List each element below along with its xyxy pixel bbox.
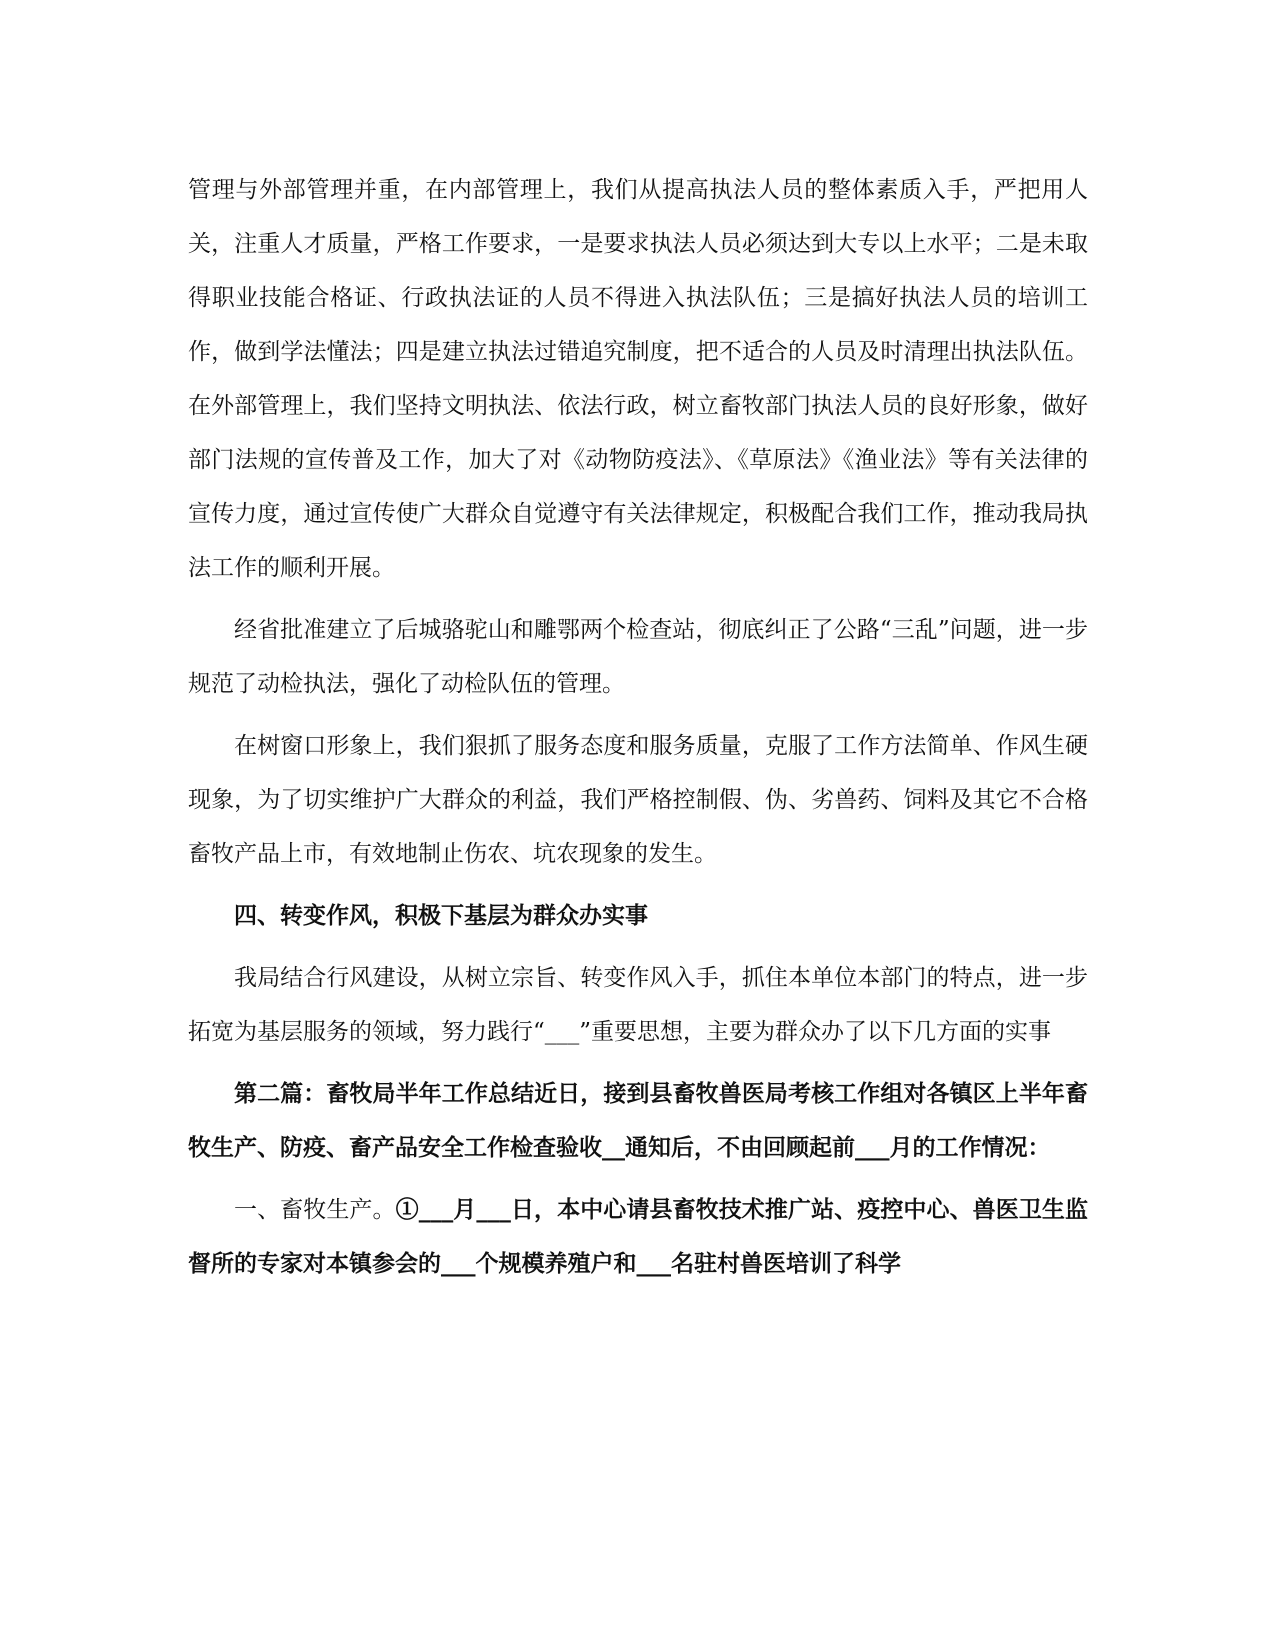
document-body xyxy=(188,163,1088,1291)
paragraph-practical-work: 我局结合行风建设，从树立宗旨、转变作风入手，抓住本单位本部门的特点，进一步拓宽为基层服务的领域，努力践行“___”重要思想，主要为群众办了以下几方面的实事 xyxy=(188,965,1088,1045)
paragraph-management: 管理与外部管理并重，在内部管理上，我们从提高执法人员的整体素质入手，严把用人关，注重人才质量，严格工作要求，一是要求执法人员必须达到大专以上水平；二是未取得职业技能合格证、行政执法证的人员不得进入执法队伍；三是搞好执法人员的培训工作，做到学法懂法；四是建立执法过错追究制度，把不适合的人员及时清理出执法队伍。在外部管理上，我们坚持文明执法、依法行政，树立畜牧部门执法人员的良好形象，做好部门法规的宣传普及工作，加大了对《动物防疫法》、《草原法》《渔业法》等有关法律的宣传力度，通过宣传使广大群众自觉遵守有关法律规定，积极配合我们工作，推动我局执法工作的顺利开展。 xyxy=(188,177,1088,581)
section-heading-four: 四、转变作风，积极下基层为群众办实事 xyxy=(234,902,648,929)
livestock-detail: ①___月___日，本中心请县畜牧技术推广站、疫控中心、兽医卫生监督所的专家对本镇参会的___个规模养殖户和___名驻村兽医培训了科学 xyxy=(188,1196,1089,1277)
paragraph-checkpoints: 经省批准建立了后城骆驼山和雕鄂两个检查站，彻底纠正了公路“三乱”问题，进一步规范了动检执法，强化了动检队伍的管理。 xyxy=(188,617,1088,697)
livestock-lead: 一、畜牧生产。 xyxy=(234,1197,396,1223)
paragraph-livestock-production xyxy=(188,1183,1088,1291)
paragraph-window-image: 在树窗口形象上，我们狠抓了服务态度和服务质量，克服了工作方法简单、作风生硬现象，为了切实维护广大群众的利益，我们严格控制假、伪、劣兽药、饲料及其它不合格畜牧产品上市，有效地制止伤农、坑农现象的发生。 xyxy=(188,733,1088,867)
chapter-two-intro: 第二篇：畜牧局半年工作总结近日，接到县畜牧兽医局考核工作组对各镇区上半年畜牧生产、防疫、畜产品安全工作检查验收__通知后，不由回顾起前___月的工作情况： xyxy=(188,1080,1088,1161)
